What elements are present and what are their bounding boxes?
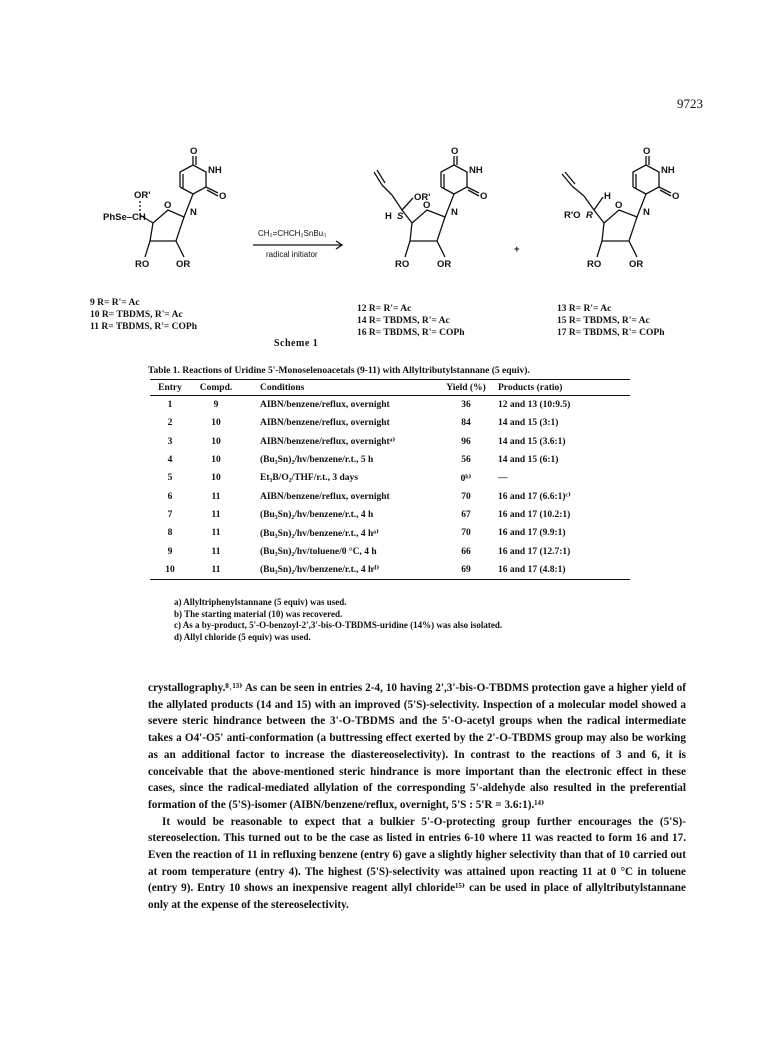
cell-compd: 10 bbox=[211, 473, 221, 484]
table-row bbox=[150, 396, 630, 415]
atom-r-prime-o: R'O bbox=[564, 210, 581, 221]
cell-products: 16 and 17 (12.7:1) bbox=[498, 546, 571, 557]
footnote: d) Allyl chloride (5 equiv) was used. bbox=[174, 631, 311, 642]
cell-entry: 7 bbox=[167, 509, 173, 520]
cell-products: 16 and 17 (6.6:1)ᶜ⁾ bbox=[498, 492, 571, 503]
atom-or: OR bbox=[176, 259, 191, 270]
atom-nh: NH bbox=[661, 165, 675, 176]
cell-products: 16 and 17 (9.9:1) bbox=[498, 528, 566, 539]
cell-products: 14 and 15 (3:1) bbox=[498, 418, 559, 429]
cell-conditions: Et₃B/O₂/THF/r.t., 3 days bbox=[260, 473, 358, 484]
cell-products: — bbox=[498, 473, 508, 484]
cell-products: 16 and 17 (4.8:1) bbox=[494, 561, 630, 580]
cell-conditions: (Bu₃Sn)₂/hv/benzene/r.t., 4 h bbox=[260, 509, 374, 520]
table-row bbox=[150, 451, 630, 469]
footnote: c) As a by-product, 5'-O-benzoyl-2',3'-bis-O-TBDMS-uridine (14%) was also isolated. bbox=[174, 620, 503, 630]
cell-conditions: AIBN/benzene/reflux, overnight bbox=[260, 491, 390, 502]
cell-compd: 10 bbox=[211, 436, 221, 447]
paragraph: crystallography.⁸˒¹³⁾ As can be seen in entries 2-4, 10 having 2',3'-bis-O-TBDMS protection gave a higher yield of the allylated products (14 and 15) with an improved (5'S)-selectivity. Inspection of a molecular model showed a severe steric hindrance between the 3'-O-TBDMS and the 5'-O-acetyl groups when the radical intermediate takes a O4'-O5' anti-conformation (a buttressing effect exerted by the 2'-O-TBDMS group may also be working as an additional factor to increase the diastereoselectivity). In contrast to the reactions of 3 and 6, it is conceivable that the above-mentioned steric hindrance is more important than the electronic effect in these cases, since the radical-mediated allylation of the corresponding 5'-aldehyde also resulted in the preferential formation of the (5'S)-isomer (AIBN/benzene/reflux, overnight, 5'S : 5'R = 3.6:1).¹⁴⁾ bbox=[148, 682, 686, 811]
scheme-label: Scheme 1 bbox=[274, 338, 319, 349]
cell-compd: 11 bbox=[190, 561, 242, 580]
compound-line: 12 R= R'= Ac bbox=[357, 304, 412, 314]
compound-line: 11 R= TBDMS, R'= COPh bbox=[90, 322, 197, 332]
cell-products: 14 and 15 (3.6:1) bbox=[498, 436, 566, 447]
cell-conditions: (Bu₃Sn)₂/hv/toluene/0 °C, 4 h bbox=[260, 546, 377, 557]
atom-phse-ch: PhSe–CH bbox=[103, 212, 146, 223]
stereo-s: S bbox=[397, 211, 404, 222]
body-text bbox=[148, 680, 686, 914]
cell-compd: 10 bbox=[211, 418, 221, 429]
cell-entry: 9 bbox=[167, 546, 173, 557]
atom-o: O bbox=[423, 200, 431, 211]
table-footnotes bbox=[174, 597, 502, 643]
cell-conditions: AIBN/benzene/reflux, overnight bbox=[260, 400, 390, 411]
compound-line: 10 R= TBDMS, R'= Ac bbox=[90, 310, 183, 320]
atom-nh: NH bbox=[469, 165, 483, 176]
cell-entry: 6 bbox=[167, 491, 173, 502]
compound-line: 13 R= R'= Ac bbox=[557, 304, 612, 314]
atom-o: O bbox=[164, 200, 172, 211]
table-row bbox=[150, 542, 630, 560]
cell-compd: 11 bbox=[211, 528, 221, 539]
cell-compd: 11 bbox=[211, 546, 221, 557]
cell-entry: 8 bbox=[167, 528, 173, 539]
cell-yield: 56 bbox=[461, 455, 471, 466]
cell-products: 14 and 15 (6:1) bbox=[498, 455, 559, 466]
cell-products: 12 and 13 (10:9.5) bbox=[498, 400, 571, 411]
stereo-r: R bbox=[586, 210, 593, 221]
atom-o: O bbox=[480, 191, 488, 202]
atom-h: H bbox=[385, 211, 392, 222]
compound-legend-right bbox=[557, 303, 665, 339]
cell-entry: 10 bbox=[150, 561, 190, 580]
atom-n: N bbox=[451, 207, 458, 218]
cell-products: 16 and 17 (10.2:1) bbox=[498, 509, 571, 520]
header-entry: Entry bbox=[150, 380, 190, 396]
plus-sign: + bbox=[514, 244, 520, 255]
header-conditions: Conditions bbox=[242, 380, 438, 396]
page-number: 9723 bbox=[677, 96, 703, 111]
footnote: b) The starting material (10) was recovered. bbox=[174, 608, 343, 619]
cell-compd: 11 bbox=[211, 509, 221, 520]
compound-line: 15 R= TBDMS, R'= Ac bbox=[557, 316, 650, 326]
atom-or-prime: OR' bbox=[134, 190, 151, 201]
cell-conditions: (Bu₃Sn)₂/hv/benzene/r.t., 5 h bbox=[260, 455, 374, 466]
cell-entry: 5 bbox=[167, 473, 173, 484]
table-row bbox=[150, 414, 630, 432]
compound-line: 9 R= R'= Ac bbox=[90, 298, 140, 308]
cell-conditions: (Bu₃Sn)₂/hv/benzene/r.t., 4 hᵈ⁾ bbox=[242, 561, 438, 580]
cell-entry: 1 bbox=[167, 400, 173, 411]
cell-entry: 4 bbox=[167, 455, 173, 466]
footnote: a) Allyltriphenylstannane (5 equiv) was used. bbox=[174, 597, 347, 607]
cell-yield: 70 bbox=[461, 491, 471, 502]
atom-ro: RO bbox=[395, 259, 410, 270]
cell-conditions: (Bu₃Sn)₂/hv/benzene/r.t., 4 hᵃ⁾ bbox=[260, 528, 379, 539]
table-row bbox=[150, 487, 630, 505]
compound-line: 17 R= TBDMS, R'= COPh bbox=[557, 328, 665, 338]
cell-entry: 3 bbox=[167, 436, 173, 447]
reagent-label: CH₂=CHCH₂SnBu₃ bbox=[258, 229, 327, 238]
atom-o: O bbox=[219, 191, 227, 202]
atom-ro: RO bbox=[135, 259, 150, 270]
atom-n: N bbox=[190, 207, 197, 218]
atom-o: O bbox=[672, 191, 680, 202]
cell-yield: 0ᵇ⁾ bbox=[460, 473, 472, 484]
cell-conditions: AIBN/benzene/reflux, overnight bbox=[260, 418, 390, 429]
atom-o: O bbox=[615, 200, 623, 211]
cell-yield: 70 bbox=[461, 528, 471, 539]
atom-h: H bbox=[604, 191, 611, 202]
cell-yield: 66 bbox=[461, 546, 471, 557]
atom-or: OR bbox=[437, 259, 452, 270]
atom-o: O bbox=[190, 146, 198, 157]
atom-n: N bbox=[643, 207, 650, 218]
header-compd: Compd. bbox=[190, 380, 242, 396]
cell-compd: 10 bbox=[211, 455, 221, 466]
compound-legend-middle bbox=[357, 303, 465, 339]
atom-ro: RO bbox=[587, 259, 602, 270]
cell-yield: 69 bbox=[438, 561, 494, 580]
compound-line: 16 R= TBDMS, R'= COPh bbox=[357, 328, 465, 338]
atom-nh: NH bbox=[208, 165, 222, 176]
table-row bbox=[150, 524, 630, 542]
cell-compd: 9 bbox=[213, 400, 219, 411]
header-products: Products (ratio) bbox=[494, 380, 630, 396]
cell-yield: 67 bbox=[461, 509, 471, 520]
atom-or: OR bbox=[629, 259, 644, 270]
cell-yield: 36 bbox=[461, 400, 471, 411]
table-row bbox=[150, 561, 630, 580]
header-yield: Yield (%) bbox=[438, 380, 494, 396]
table-row bbox=[150, 469, 630, 487]
compound-legend-left bbox=[90, 297, 197, 333]
cell-entry: 2 bbox=[167, 418, 173, 429]
atom-o: O bbox=[643, 146, 651, 157]
table-row bbox=[150, 433, 630, 451]
table-header-row bbox=[150, 380, 630, 396]
cell-yield: 96 bbox=[461, 436, 471, 447]
paragraph: It would be reasonable to expect that a bulkier 5'-O-protecting group further encourages the (5'S)-stereoselection. This turned out to be the case as listed in entries 6-10 where 11 was reacted to form 16 and 17. Even the reaction of 11 in refluxing benzene (entry 6) gave a slightly higher selectivity than that of 10 carried out at room temperature (entry 4). The highest (5'S)-selectivity was attained upon reacting 11 at 0 °C in toluene (entry 9). Entry 10 shows an inexpensive reagent allyl chloride¹⁵⁾ can be used in place of allyltributylstannane only at the expense of the stereoselectivity. bbox=[148, 815, 686, 912]
atom-or-prime: OR' bbox=[414, 192, 431, 203]
cell-conditions: AIBN/benzene/reflux, overnightᵃ⁾ bbox=[260, 437, 396, 448]
results-table bbox=[150, 379, 630, 580]
reagent-condition: radical initiator bbox=[266, 250, 318, 259]
cell-compd: 11 bbox=[211, 491, 221, 502]
compound-line: 14 R= TBDMS, R'= Ac bbox=[357, 316, 450, 326]
cell-yield: 84 bbox=[461, 418, 471, 429]
table-caption: Table 1. Reactions of Uridine 5'-Monoselenoacetals (9-11) with Allyltributylstannane (5 equiv). bbox=[148, 366, 530, 376]
atom-o: O bbox=[451, 146, 459, 157]
table-row bbox=[150, 506, 630, 524]
